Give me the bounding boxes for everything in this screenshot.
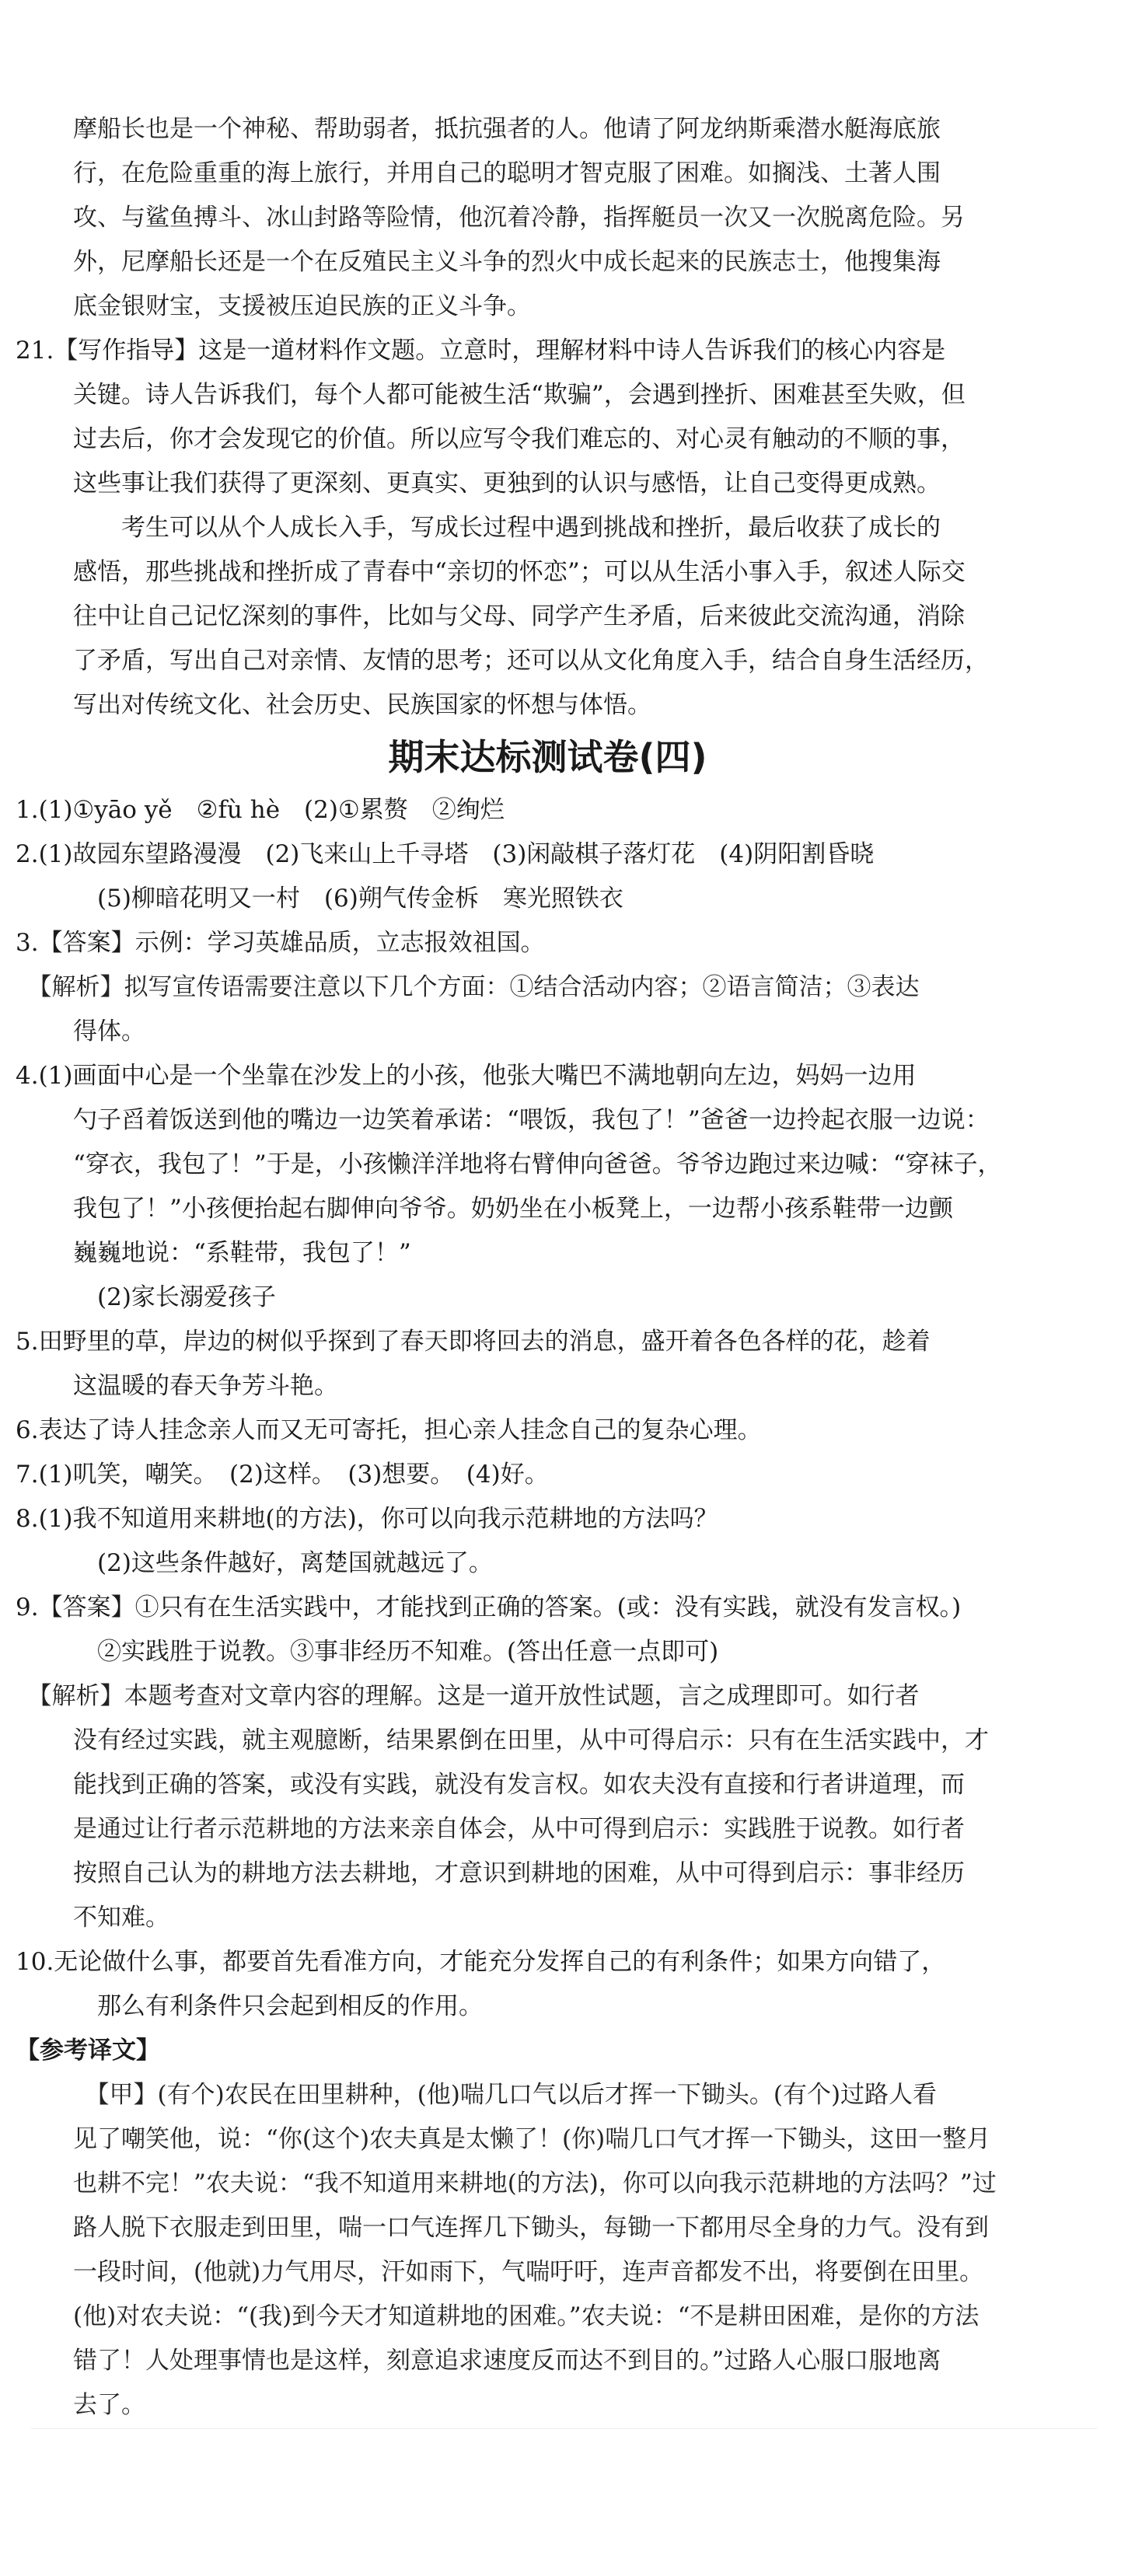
text-line: 得体。 bbox=[73, 1017, 145, 1045]
text-line: (2)家长溺爱孩子 bbox=[73, 1283, 276, 1311]
text-line: 【解析】拟写宣传语需要注意以下几个方面：①结合活动内容；②语言简洁；③表达 bbox=[16, 973, 920, 1001]
text-line: 能找到正确的答案，或没有实践，就没有发言权。如农夫没有直接和行者讲道理，而 bbox=[73, 1771, 965, 1799]
text-line: 6.表达了诗人挂念亲人而又无可寄托，担心亲人挂念自己的复杂心理。 bbox=[16, 1416, 762, 1444]
text-line: 路人脱下衣服走到田里，喘一口气连挥几下锄头，每锄一下都用尽全身的力气。没有到 bbox=[73, 2214, 989, 2242]
text-line: 感悟，那些挑战和挫折成了青春中“亲切的怀恋”；可以从生活小事入手，叙述人际交 bbox=[73, 558, 966, 586]
text-line: 错了！人处理事情也是这样，刻意追求速度反而达不到目的。”过路人心服口服地离 bbox=[73, 2347, 941, 2375]
text-line: 那么有利条件只会起到相反的作用。 bbox=[73, 1992, 483, 2020]
text-line: 了矛盾，写出自己对亲情、友情的思考；还可以从文化角度入手，结合自身生活经历， bbox=[73, 647, 989, 675]
text-line: 这些事让我们获得了更深刻、更真实、更独到的认识与感悟，让自己变得更成熟。 bbox=[73, 469, 941, 497]
section-title: 期末达标测试卷(四) bbox=[388, 736, 707, 778]
text-line: 不知难。 bbox=[73, 1904, 169, 1932]
text-line: (2)这些条件越好，离楚国就越远了。 bbox=[73, 1549, 493, 1577]
text-line: 也耕不完！”农夫说：“我不知道用来耕地(的方法)，你可以向我示范耕地的方法吗？”过 bbox=[73, 2169, 997, 2197]
text-line: 7.(1)叽笑，嘲笑。 (2)这样。 (3)想要。 (4)好。 bbox=[16, 1461, 549, 1489]
text-line: 10.无论做什么事，都要首先看准方向，才能充分发挥自己的有利条件；如果方向错了， bbox=[16, 1948, 946, 1976]
text-line: 底金银财宝，支援被压迫民族的正义斗争。 bbox=[73, 292, 531, 320]
page-divider bbox=[31, 2428, 1097, 2429]
text-line: 一段时间，(他就)力气用尽，汗如雨下，气喘吁吁，连声音都发不出，将要倒在田里。 bbox=[73, 2258, 984, 2286]
text-line: 过去后，你才会发现它的价值。所以应写令我们难忘的、对心灵有触动的不顺的事， bbox=[73, 425, 965, 453]
answer-block-part2 bbox=[16, 788, 1080, 2428]
text-line: 9.【答案】①只有在生活实践中，才能找到正确的答案。(或：没有实践，就没有发言权。) bbox=[16, 1593, 962, 1621]
text-line: 摩船长也是一个神秘、帮助弱者，抵抗强者的人。他请了阿龙纳斯乘潜水艇海底旅 bbox=[73, 115, 941, 143]
text-line: 写出对传统文化、社会历史、民族国家的怀想与体悟。 bbox=[73, 691, 651, 719]
text-line: 5.田野里的草，岸边的树似乎探到了春天即将回去的消息，盛开着各色各样的花，趁着 bbox=[16, 1328, 931, 1356]
text-line: 按照自己认为的耕地方法去耕地，才意识到耕地的困难，从中可得到启示：事非经历 bbox=[73, 1859, 965, 1887]
text-line: 行，在危险重重的海上旅行，并用自己的聪明才智克服了困难。如搁浅、土著人围 bbox=[73, 159, 941, 187]
text-line: 【参考译文】 bbox=[16, 2037, 160, 2065]
text-line: 3.【答案】示例：学习英雄品质，立志报效祖国。 bbox=[16, 929, 545, 957]
text-line: “穿衣，我包了！”于是，小孩懒洋洋地将右臂伸向爸爸。爷爷边跑过来边喊：“穿袜子， bbox=[73, 1150, 1002, 1178]
text-line: (他)对农夫说：“(我)到今天才知道耕地的困难。”农夫说：“不是耕田困难，是你的方法 bbox=[73, 2302, 980, 2330]
text-line: 这温暖的春天争芳斗艳。 bbox=[73, 1372, 338, 1400]
text-line: ②实践胜于说教。③事非经历不知难。(答出任意一点即可) bbox=[73, 1638, 719, 1666]
text-line: 21.【写作指导】这是一道材料作文题。立意时，理解材料中诗人告诉我们的核心内容是 bbox=[16, 337, 946, 365]
answer-block-part1 bbox=[16, 107, 1080, 728]
text-line: 4.(1)画面中心是一个坐靠在沙发上的小孩，他张大嘴巴不满地朝向左边，妈妈一边用 bbox=[16, 1062, 917, 1090]
text-line: 8.(1)我不知道用来耕地(的方法)，你可以向我示范耕地的方法吗？ bbox=[16, 1505, 718, 1533]
text-line: 外，尼摩船长还是一个在反殖民主义斗争的烈火中成长起来的民族志士，他搜集海 bbox=[73, 248, 941, 276]
text-line: 去了。 bbox=[73, 2391, 145, 2419]
text-line: 是通过让行者示范耕地的方法来亲自体会，从中可得到启示：实践胜于说教。如行者 bbox=[73, 1815, 965, 1843]
text-line: 巍巍地说：“系鞋带，我包了！” bbox=[73, 1239, 411, 1267]
text-line: 没有经过实践，就主观臆断，结果累倒在田里，从中可得启示：只有在生活实践中，才 bbox=[73, 1726, 989, 1754]
text-line: 我包了！”小孩便抬起右脚伸向爷爷。奶奶坐在小板凳上，一边帮小孩系鞋带一边颤 bbox=[73, 1195, 953, 1223]
text-line: 【解析】本题考查对文章内容的理解。这是一道开放性试题，言之成理即可。如行者 bbox=[16, 1682, 920, 1710]
text-line: 1.(1)①yāo yě ②fù hè (2)①累赘 ②绚烂 bbox=[16, 796, 505, 824]
text-line: 2.(1)故园东望路漫漫 (2)飞来山上千寻塔 (3)闲敲棋子落灯花 (4)阴阳割昏晓 bbox=[16, 840, 875, 868]
text-line: 往中让自己记忆深刻的事件，比如与父母、同学产生矛盾，后来彼此交流沟通，消除 bbox=[73, 602, 965, 630]
text-line: (5)柳暗花明又一村 (6)朔气传金柝 寒光照铁衣 bbox=[73, 885, 623, 913]
text-line: 关键。诗人告诉我们，每个人都可能被生活“欺骗”，会遇到挫折、困难甚至失败，但 bbox=[73, 381, 966, 409]
text-line: 考生可以从个人成长入手，写成长过程中遇到挑战和挫折，最后收获了成长的 bbox=[73, 514, 941, 542]
text-line: 见了嘲笑他，说：“你(这个)农夫真是太懒了！(你)喘几口气才挥一下锄头，这田一整月 bbox=[73, 2125, 991, 2153]
text-line: 勺子舀着饭送到他的嘴边一边笑着承诺：“喂饭，我包了！”爸爸一边拎起衣服一边说： bbox=[73, 1106, 990, 1134]
text-line: 【甲】(有个)农民在田里耕种，(他)喘几口气以后才挥一下锄头。(有个)过路人看 bbox=[73, 2081, 938, 2109]
text-line: 攻、与鲨鱼搏斗、冰山封路等险情，他沉着冷静，指挥艇员一次又一次脱离危险。另 bbox=[73, 204, 965, 232]
